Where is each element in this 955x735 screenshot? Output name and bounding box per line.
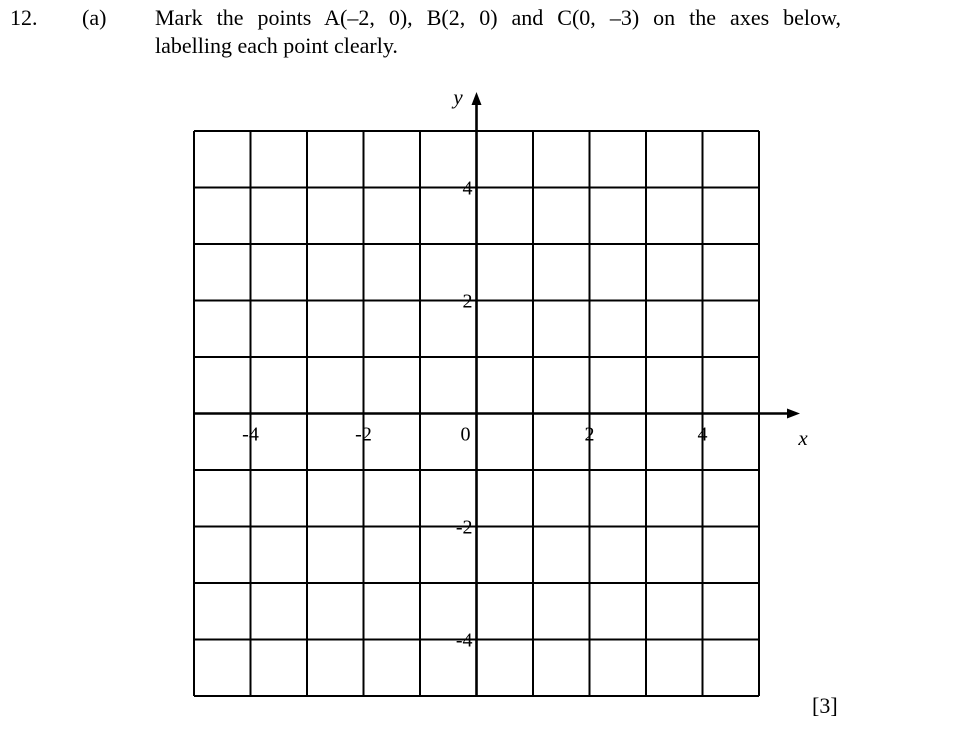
x-tick-label: 4: [697, 423, 708, 446]
question-text-line-1: Mark the points A(–2, 0), B(2, 0) and C(0, –3) on the axes below,: [155, 5, 841, 30]
y-axis-label: y: [453, 85, 463, 109]
question-text-line-2: labelling each point clearly.: [155, 33, 398, 58]
question-part-label: (a): [82, 5, 107, 30]
x-tick-label: 2: [584, 423, 595, 446]
x-axis-arrow: [787, 409, 800, 419]
y-axis-arrow: [472, 92, 482, 105]
x-tick-label: -2: [355, 423, 372, 446]
question-number: 12.: [10, 5, 38, 30]
marks-allocation: [3]: [812, 693, 838, 718]
axis-labels: [242, 85, 808, 652]
y-tick-label: 2: [462, 290, 473, 313]
y-tick-label: -2: [455, 516, 473, 539]
x-tick-label: -4: [242, 423, 259, 446]
axes: [194, 92, 800, 696]
x-axis-label: x: [798, 426, 808, 450]
origin-label: 0: [460, 423, 471, 446]
y-tick-label: 4: [462, 177, 473, 200]
y-tick-label: -4: [455, 629, 473, 652]
